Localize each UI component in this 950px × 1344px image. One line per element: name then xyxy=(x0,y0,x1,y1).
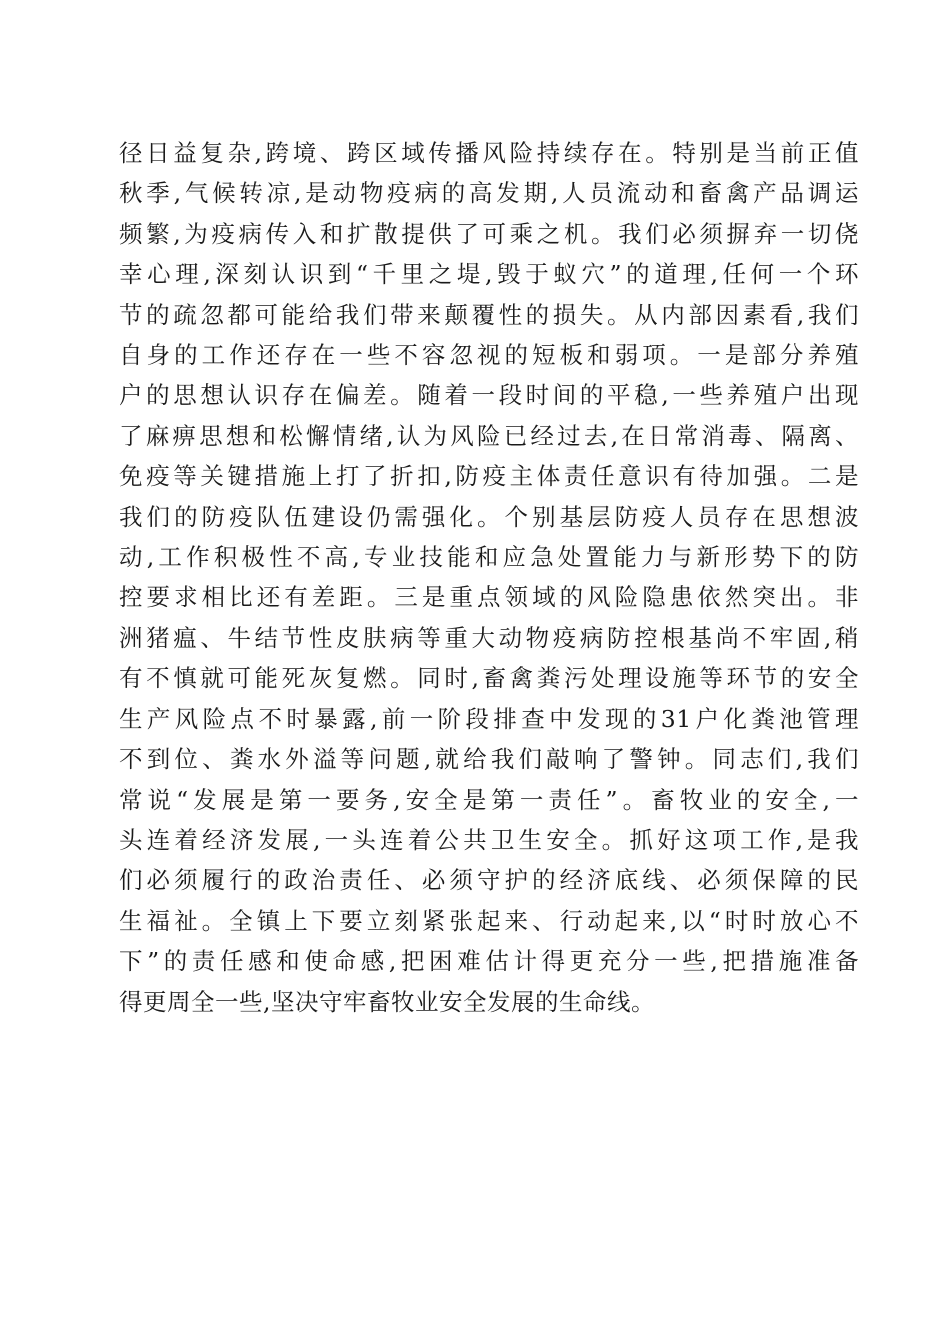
text-line: 生福祉。全镇上下要立刻紧张起来、行动起来,以“时时放心不 xyxy=(119,906,859,935)
text-line: 秋季,气候转凉,是动物疫病的高发期,人员流动和畜禽产品调运 xyxy=(119,179,859,208)
text-line: 动,工作积极性不高,专业技能和应急处置能力与新形势下的防 xyxy=(119,543,859,572)
text-line: 们必须履行的政治责任、必须守护的经济底线、必须保障的民 xyxy=(119,866,859,895)
text-line: 生产风险点不时暴露,前一阶段排查中发现的31户化粪池管理 xyxy=(119,704,859,733)
text-line: 节的疏忽都可能给我们带来颠覆性的损失。从内部因素看,我们 xyxy=(119,300,859,329)
text-line: 自身的工作还存在一些不容忽视的短板和弱项。一是部分养殖 xyxy=(119,341,859,370)
text-line: 免疫等关键措施上打了折扣,防疫主体责任意识有待加强。二是 xyxy=(119,462,859,491)
text-line: 洲猪瘟、牛结节性皮肤病等重大动物疫病防控根基尚不牢固,稍 xyxy=(119,623,859,652)
text-line: 户的思想认识存在偏差。随着一段时间的平稳,一些养殖户出现 xyxy=(119,381,859,410)
text-line: 控要求相比还有差距。三是重点领域的风险隐患依然突出。非 xyxy=(119,583,859,612)
text-line: 径日益复杂,跨境、跨区域传播风险持续存在。特别是当前正值 xyxy=(119,139,859,167)
text-line: 得更周全一些,坚决守牢畜牧业安全发展的生命线。 xyxy=(119,987,655,1016)
text-line: 常说“发展是第一要务,安全是第一责任”。畜牧业的安全,一 xyxy=(119,785,859,814)
text-line: 头连着经济发展,一头连着公共卫生安全。抓好这项工作,是我 xyxy=(119,825,859,854)
text-line: 幸心理,深刻认识到“千里之堤,毁于蚁穴”的道理,任何一个环 xyxy=(119,260,859,289)
text-line: 了麻痹思想和松懈情绪,认为风险已经过去,在日常消毒、隔离、 xyxy=(119,421,859,450)
body-paragraph xyxy=(119,133,859,1022)
text-line: 不到位、粪水外溢等问题,就给我们敲响了警钟。同志们,我们 xyxy=(119,745,859,774)
text-line: 下”的责任感和使命感,把困难估计得更充分一些,把措施准备 xyxy=(119,947,859,976)
text-line: 有不慎就可能死灰复燃。同时,畜禽粪污处理设施等环节的安全 xyxy=(119,664,859,693)
text-line: 我们的防疫队伍建设仍需强化。个别基层防疫人员存在思想波 xyxy=(119,502,859,531)
text-line: 频繁,为疫病传入和扩散提供了可乘之机。我们必须摒弃一切侥 xyxy=(119,219,859,248)
